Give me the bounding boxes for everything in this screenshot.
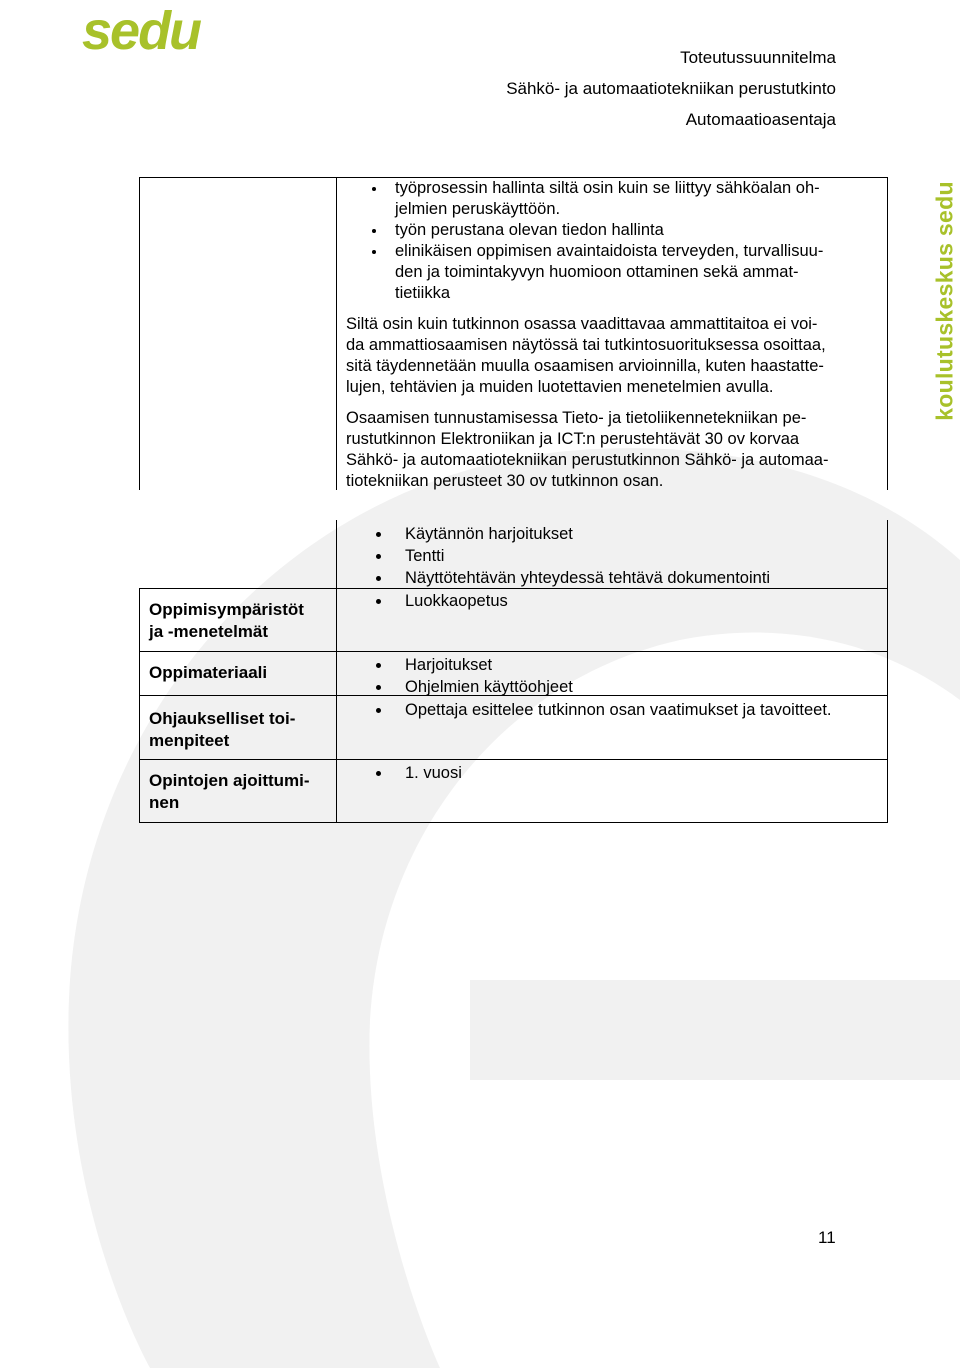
doc-title: Toteutussuunnitelma (680, 48, 836, 67)
degree-title: Sähkö- ja automaatiotekniikan perustutkinto (506, 79, 836, 98)
list-item: Käytännön harjoitukset (376, 523, 573, 545)
list-item: 1. vuosi (376, 762, 462, 784)
list-item: Luokkaopetus (376, 590, 508, 612)
sedu-logo (82, 2, 232, 58)
paragraph-assessment: Siltä osin kuin tutkinnon osassa vaadittavaa ammattitaitoa ei voi- da ammattiosaamisen näytössä tai tutkintosuorituksessa osoittaa, sitä täydennetään muulla osaamisen arvioinnilla, kuten haastatte- lujen, tehtävien ja muiden luotettavien menetelmien avulla. (346, 315, 826, 396)
list-item: Näyttötehtävän yhteydessä tehtävä dokumentointi (376, 567, 770, 589)
document-header (506, 42, 836, 135)
list-item: Opettaja esittelee tutkinnon osan vaatimukset ja tavoitteet. (376, 699, 832, 721)
row-label-timing: Opintojen ajoittumi- nen (149, 771, 310, 812)
row-label-materials: Oppimateriaali (149, 663, 268, 682)
page-number: 11 (818, 1228, 836, 1247)
qualification-title: Automaatioasentaja (685, 110, 836, 129)
side-brand-logo: koulutuskeskus sedu (931, 181, 958, 421)
row-label-learning-environments: Oppimisympäristöt ja -menetelmät (149, 600, 304, 641)
paragraph-recognition: Osaamisen tunnustamisessa Tieto- ja tietoliikennetekniikan pe- rustutkinnon Elektroniikan ja ICT:n perustehtävät 30 ov korvaa Sähkö- ja automaatiotekniikan perustutkinnon Sähkö- ja automaa- tiotekniikan perusteet 30 ov tutkinnon osan. (346, 409, 829, 490)
list-item: Tentti (376, 545, 444, 567)
list-item: Ohjelmien käyttöohjeet (376, 676, 573, 698)
row-label-guidance: Ohjaukselliset toi- menpiteet (149, 709, 296, 750)
list-item: Harjoitukset (376, 654, 492, 676)
svg-text:sedu: sedu (82, 2, 201, 58)
